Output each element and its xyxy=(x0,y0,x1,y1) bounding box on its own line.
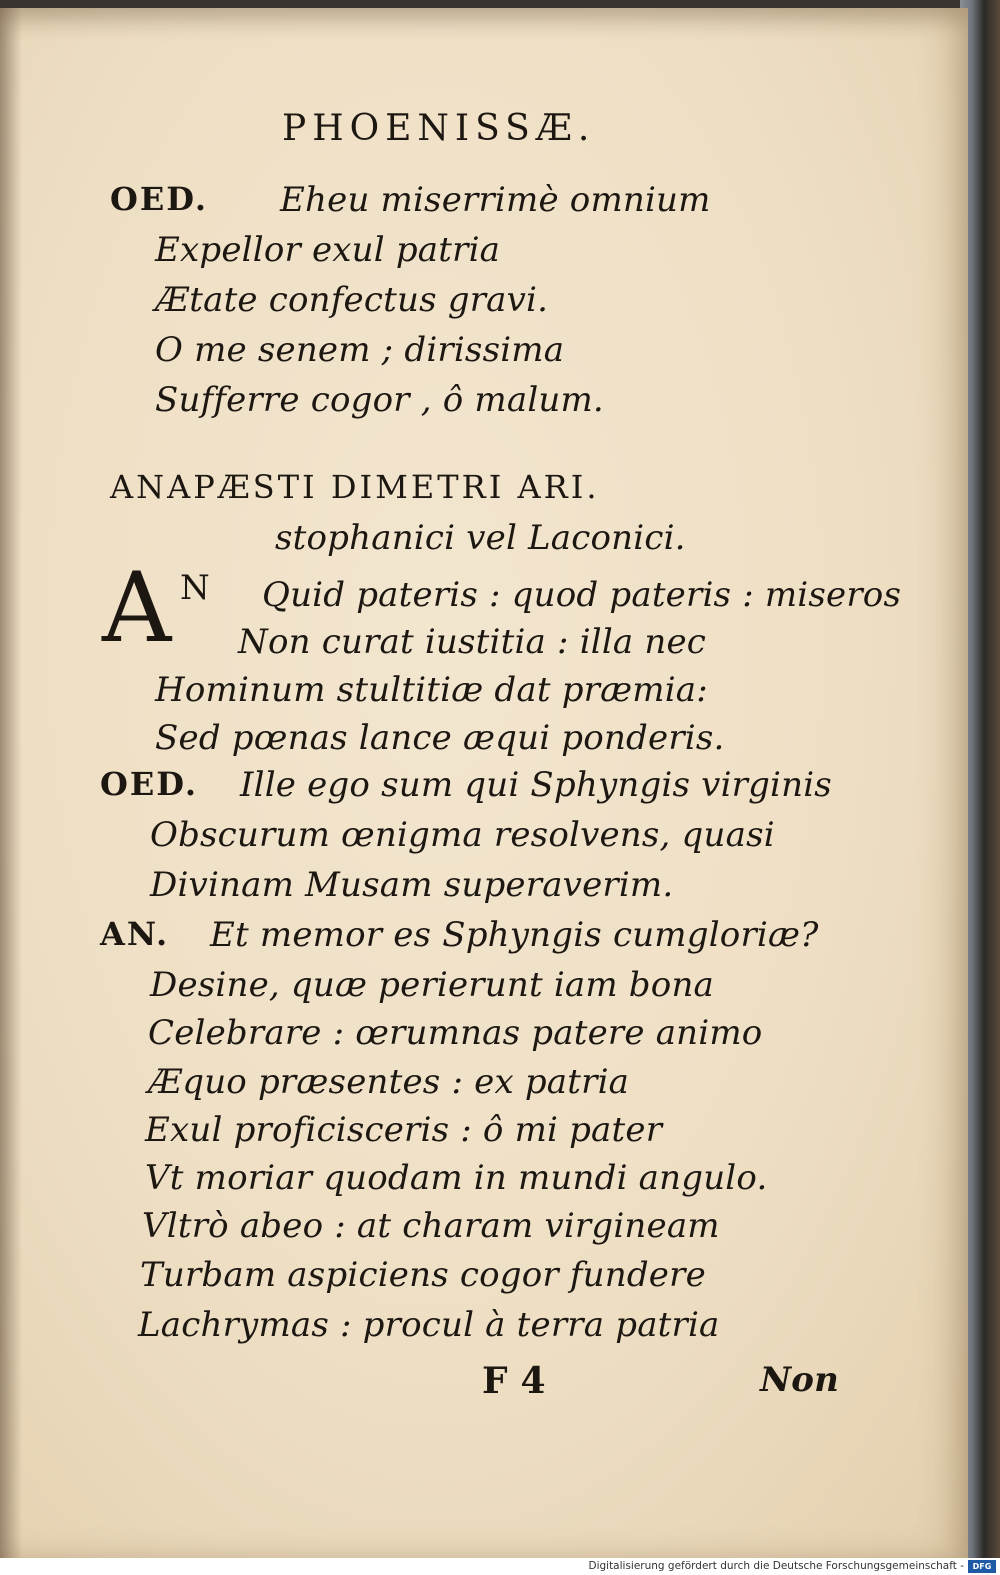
verse-line: Ætate confectus gravi. xyxy=(155,280,549,320)
verse-line: Expellor exul patria xyxy=(155,230,501,270)
verse-line: Vt moriar quodam in mundi angulo. xyxy=(145,1158,768,1198)
speaker-an-rest: N xyxy=(180,568,212,608)
verse-line: Ille ego sum qui Sphyngis virginis xyxy=(240,765,832,805)
running-head: PHOENISSÆ. xyxy=(282,108,596,149)
verse-line: Desine, quæ perierunt iam bona xyxy=(150,965,715,1005)
speaker-an: AN. xyxy=(100,915,170,953)
verse-line: Sufferre cogor , ô malum. xyxy=(155,380,604,420)
verse-line: Hominum stultitiæ dat præmia: xyxy=(155,670,708,710)
verse-line: Lachrymas : procul à terra patria xyxy=(138,1305,720,1345)
dfg-logo: DFG xyxy=(968,1560,996,1573)
verse-line: Celebrare : œrumnas patere animo xyxy=(148,1013,763,1053)
verse-line: Obscurum œnigma resolvens, quasi xyxy=(150,815,775,855)
verse-line: Sed pœnas lance æqui ponderis. xyxy=(155,718,725,758)
verse-line: Turbam aspiciens cogor fundere xyxy=(140,1255,706,1295)
speaker-oed: OED. xyxy=(100,765,199,803)
drop-initial: A xyxy=(102,552,172,664)
funding-credit: Digitalisierung gefördert durch die Deutsche Forschungsgemeinschaft - xyxy=(588,1560,964,1572)
verse-line: Eheu miserrimè omnium xyxy=(280,180,711,220)
verse-line: Quid pateris : quod pateris : miseros xyxy=(262,575,902,615)
section-subheading: stophanici vel Laconici. xyxy=(275,518,686,558)
verse-line: Divinam Musam superaverim. xyxy=(150,865,674,905)
verse-line: O me senem ; dirissima xyxy=(155,330,565,370)
verse-line: Exul proficisceris : ô mi pater xyxy=(145,1110,663,1150)
speaker-oed: OED. xyxy=(110,180,209,218)
verse-line: Æquo præsentes : ex patria xyxy=(148,1062,630,1102)
verse-line: Non curat iustitia : illa nec xyxy=(238,622,707,662)
section-heading: ANAPÆSTI DIMETRI ARI. xyxy=(110,468,600,506)
verse-line: Et memor es Sphyngis cumgloriæ? xyxy=(210,915,819,955)
verse-line: Vltrò abeo : at charam virgineam xyxy=(142,1206,720,1246)
gutter-shadow xyxy=(0,8,22,1558)
catchword: Non xyxy=(760,1360,840,1400)
signature-mark: F 4 xyxy=(482,1360,546,1402)
